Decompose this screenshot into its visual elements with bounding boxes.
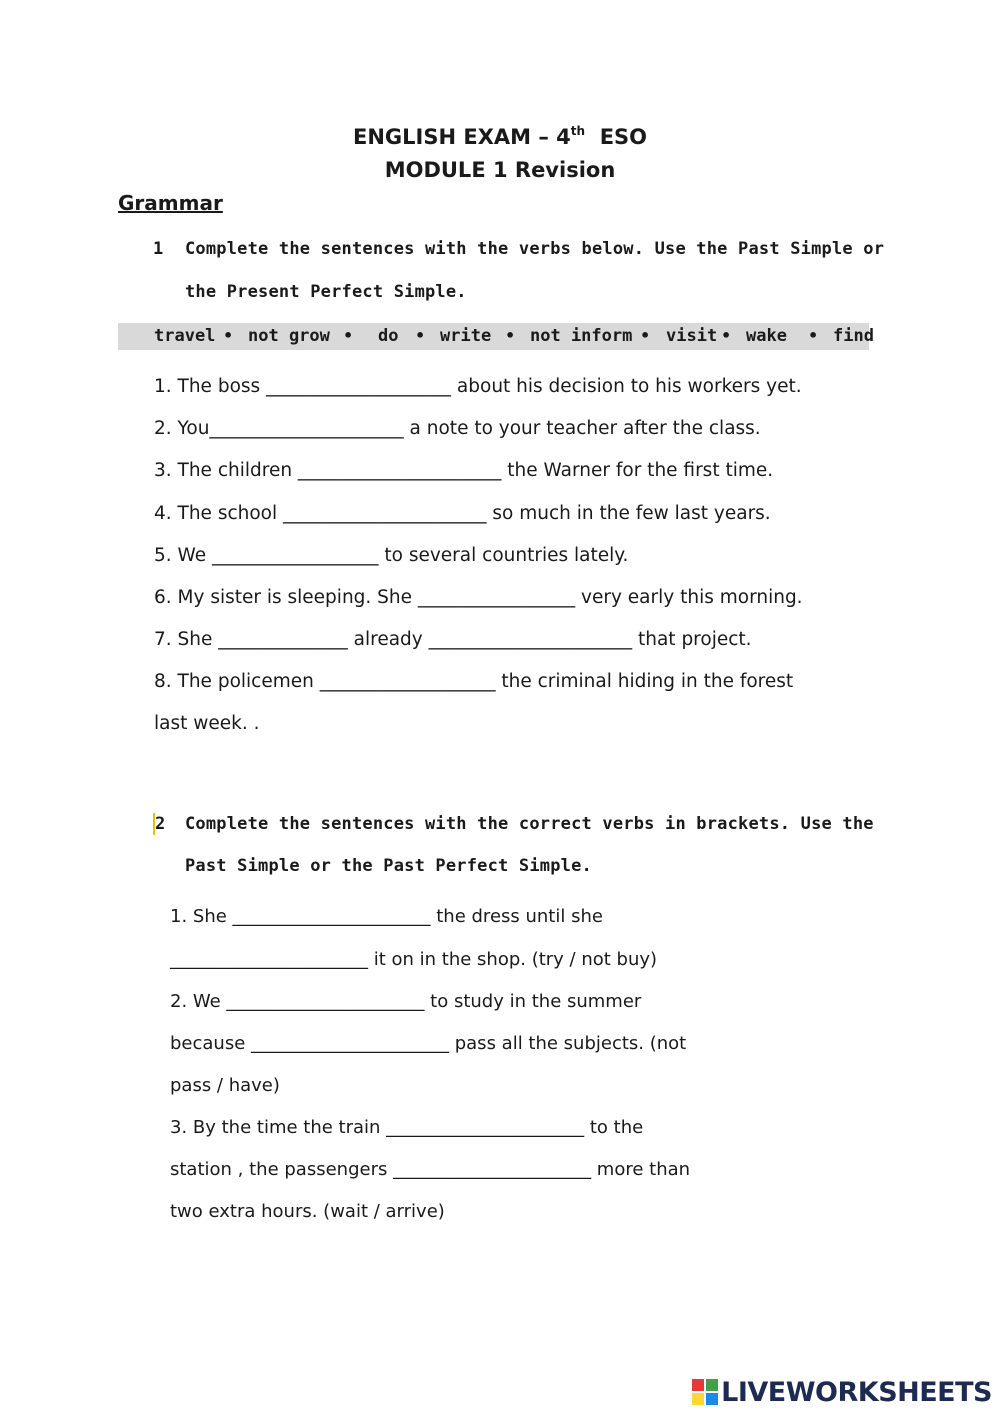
- exercise2-number: 2: [155, 814, 166, 834]
- word-bank-item: not inform: [530, 326, 633, 346]
- exercise1-instruction-line2: the Present Perfect Simple.: [185, 282, 467, 302]
- exercise1-sentence: 1. The boss ____________________ about his decision to his workers yet.: [154, 376, 802, 397]
- word-bank-item: do: [378, 326, 399, 346]
- page-title: [0, 124, 1000, 149]
- exercise2-sentence: 3. By the time the train ______________________ to the: [170, 1117, 644, 1138]
- title-suffix: ESO: [599, 125, 648, 149]
- word-bank-item: travel: [154, 326, 216, 346]
- logo-text: LIVEWORKSHEETS: [721, 1376, 992, 1408]
- section-heading: Grammar: [118, 191, 223, 215]
- bullet-separator: •: [808, 326, 819, 345]
- exercise2-sentence: 2. We ______________________ to study in the summer: [170, 991, 642, 1012]
- bullet-separator: •: [640, 326, 651, 345]
- word-bank-item: visit: [666, 326, 718, 346]
- logo-square-icon: [706, 1393, 718, 1405]
- logo-grid-icon: [692, 1379, 718, 1405]
- word-bank-item: write: [440, 326, 492, 346]
- title-superscript: th: [570, 124, 586, 138]
- logo-square-icon: [692, 1393, 704, 1405]
- exercise2-instruction-line1: Complete the sentences with the correct verbs in brackets. Use the: [185, 814, 874, 834]
- exercise2-sentence: because ______________________ pass all the subjects. (not: [170, 1033, 687, 1054]
- exercise2-sentence: station , the passengers ______________________ more than: [170, 1159, 691, 1180]
- exercise1-sentence: 3. The children ______________________ the Warner for the first time.: [154, 460, 774, 481]
- exercise1-sentence: 4. The school ______________________ so much in the few last years.: [154, 503, 771, 524]
- bullet-separator: •: [505, 326, 516, 345]
- exercise1-sentence: 5. We __________________ to several countries lately.: [154, 545, 629, 566]
- exercise2-sentence: two extra hours. (wait / arrive): [170, 1201, 445, 1222]
- bullet-separator: •: [343, 326, 354, 345]
- exercise1-instruction-line1: Complete the sentences with the verbs below. Use the Past Simple or: [185, 239, 885, 259]
- exercise2-sentence: ______________________ it on in the shop. (try / not buy): [170, 949, 658, 970]
- bullet-separator: •: [223, 326, 234, 345]
- exercise1-sentence: 7. She ______________ already ______________________ that project.: [154, 629, 752, 650]
- word-bank-item: not grow: [248, 326, 330, 346]
- exercise1-sentence: 6. My sister is sleeping. She _________________ very early this morning.: [154, 587, 803, 608]
- bullet-separator: •: [721, 326, 732, 345]
- exercise1-sentence: 8. The policemen ___________________ the criminal hiding in the forest: [154, 671, 794, 692]
- liveworksheets-logo[interactable]: [692, 1377, 992, 1407]
- bullet-separator: •: [415, 326, 426, 345]
- page-subtitle: MODULE 1 Revision: [384, 158, 616, 182]
- word-bank-item: wake: [746, 326, 787, 346]
- logo-square-icon: [692, 1379, 704, 1391]
- logo-square-icon: [706, 1379, 718, 1391]
- exercise1-sentence: last week. .: [154, 713, 260, 734]
- exercise1-sentence: 2. You_____________________ a note to your teacher after the class.: [154, 418, 761, 439]
- exercise2-sentence: 1. She ______________________ the dress until she: [170, 906, 603, 927]
- exercise2-instruction-line2: Past Simple or the Past Perfect Simple.: [185, 856, 592, 876]
- exercise1-number: 1: [153, 239, 164, 259]
- exercise2-sentence: pass / have): [170, 1075, 280, 1096]
- word-bank-item: find: [833, 326, 874, 346]
- title-prefix: ENGLISH EXAM – 4: [352, 125, 571, 149]
